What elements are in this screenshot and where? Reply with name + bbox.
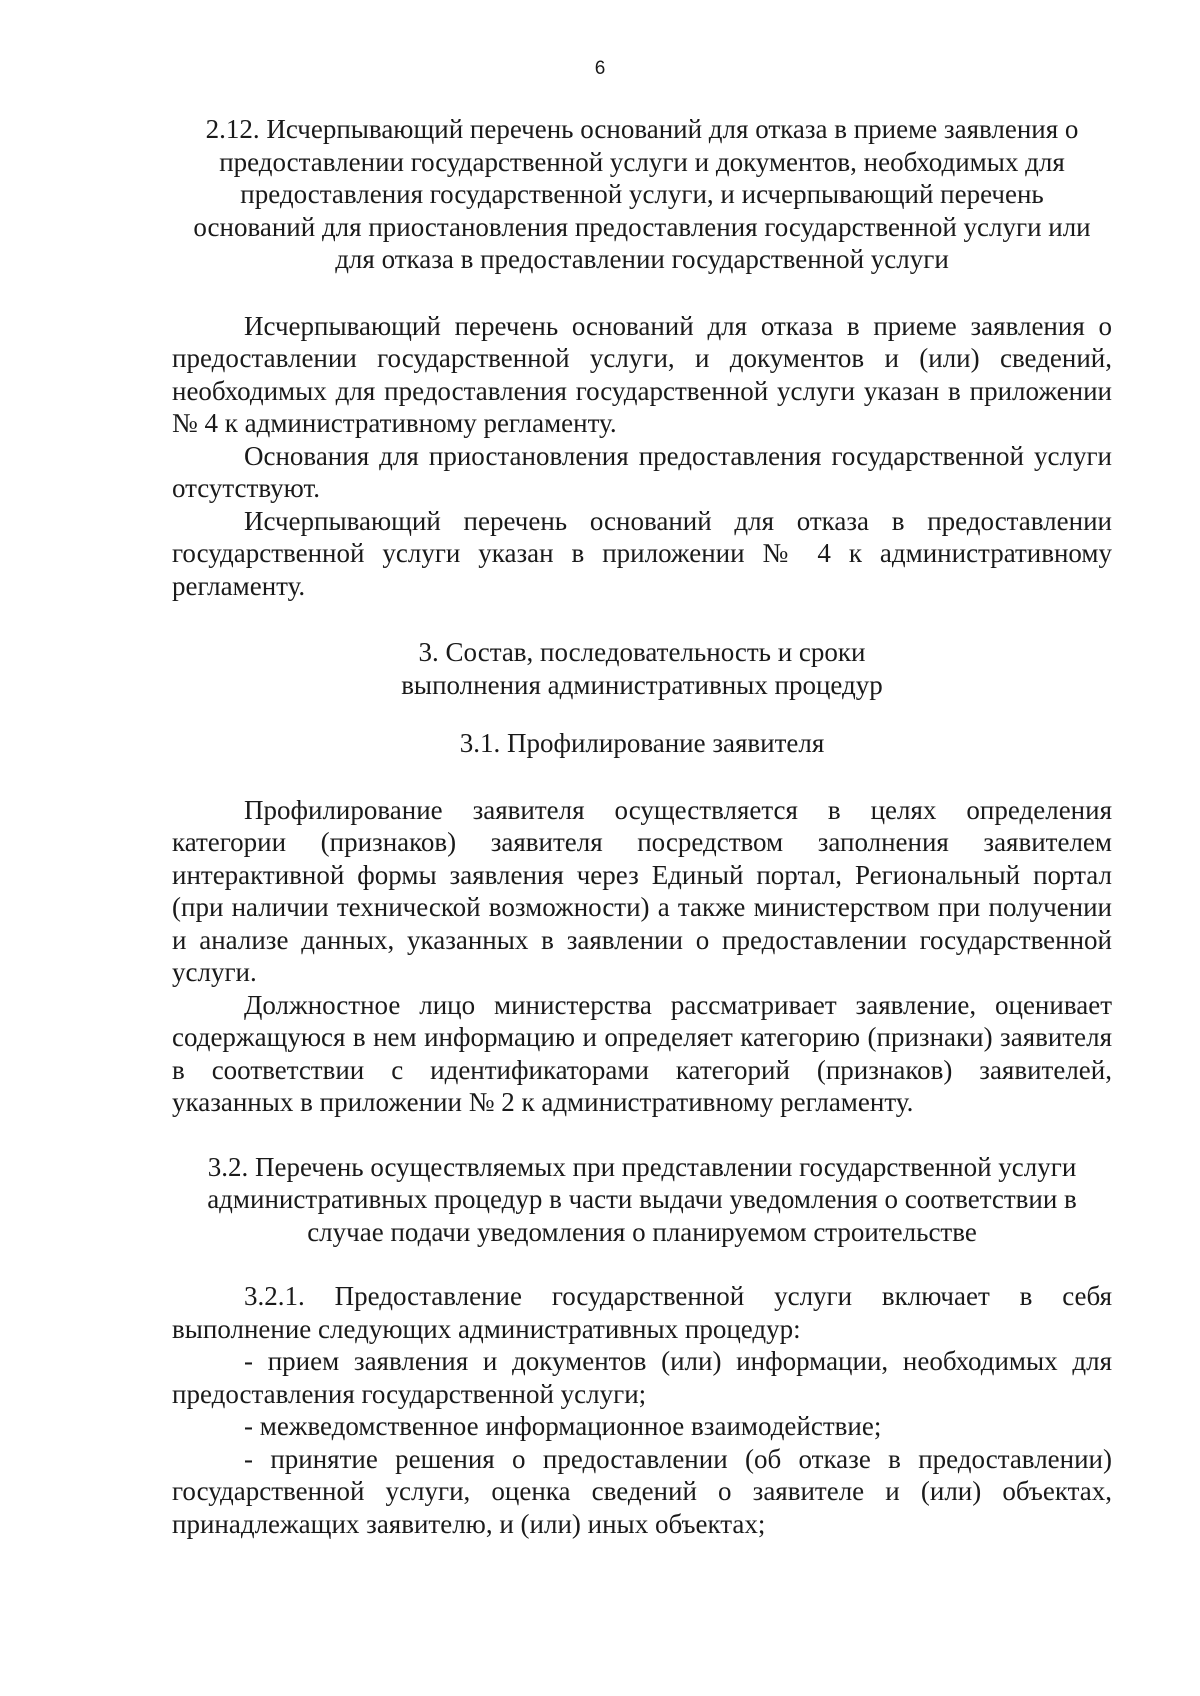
paragraph: Должностное лицо министерства рассматривает заявление, оценивает содержащуюся в нем информацию и определяет категорию (признаки) заявителя в соответствии с идентификаторами категорий (признаков) заявителей, указанных в приложении № 2 к административному регламенту. [172,989,1112,1117]
paragraph: 3.2.1. Предоставление государственной услуги включает в себя выполнение следующих административных процедур: [172,1281,1112,1344]
list-item: - принятие решения о предоставлении (об отказе в предоставлении) государственной услуги, оценка сведений о заявителе и (или) объектах, принадлежащих заявителю, и (или) иных объектах; [172,1443,1112,1539]
paragraph: Профилирование заявителя осуществляется в целях определения категории (признаков) заявителя посредством заполнения заявителем интерактивной формы заявления через Единый портал, Региональный портал (при наличии технической возможности) а также министерством при получении и анализе данных, указанных в заявлении о предоставлении государственной услуги. [172,794,1112,987]
section-heading-3-1: 3.1. Профилирование заявителя [459,728,825,758]
paragraph: Основания для приостановления предоставления государственной услуги отсутствуют. [172,440,1112,503]
section-heading-2-12: 2.12. Исчерпывающий перечень оснований для отказа в приеме заявления о предоставлении государственной услуги и документов, необходимых для предоставления государственной услуги, и исчерпывающий перечень оснований для приостановления предоставления государственной услуги или для отказа в предоставлении государственной услуги [193,114,1091,274]
page-number: 6 [594,58,606,79]
list-item: - межведомственное информационное взаимодействие; [244,1411,882,1441]
list-item: - прием заявления и документов (или) информации, необходимых для предоставления государственной услуги; [172,1346,1112,1409]
section-heading-3: 3. Состав, последовательность и сроки выполнения административных процедур [401,637,883,700]
paragraph: Исчерпывающий перечень оснований для отказа в предоставлении государственной услуги указан в приложении № 4 к административному регламенту. [172,505,1112,601]
document-body [172,113,1112,1540]
paragraph: Исчерпывающий перечень оснований для отказа в приеме заявления о предоставлении государственной услуги, и документов и (или) сведений, необходимых для предоставления государственной услуги указан в приложении № 4 к административному регламенту. [172,310,1112,438]
section-heading-3-2: 3.2. Перечень осуществляемых при представлении государственной услуги административных процедур в части выдачи уведомления о соответствии в случае подачи уведомления о планируемом строительстве [207,1151,1077,1247]
